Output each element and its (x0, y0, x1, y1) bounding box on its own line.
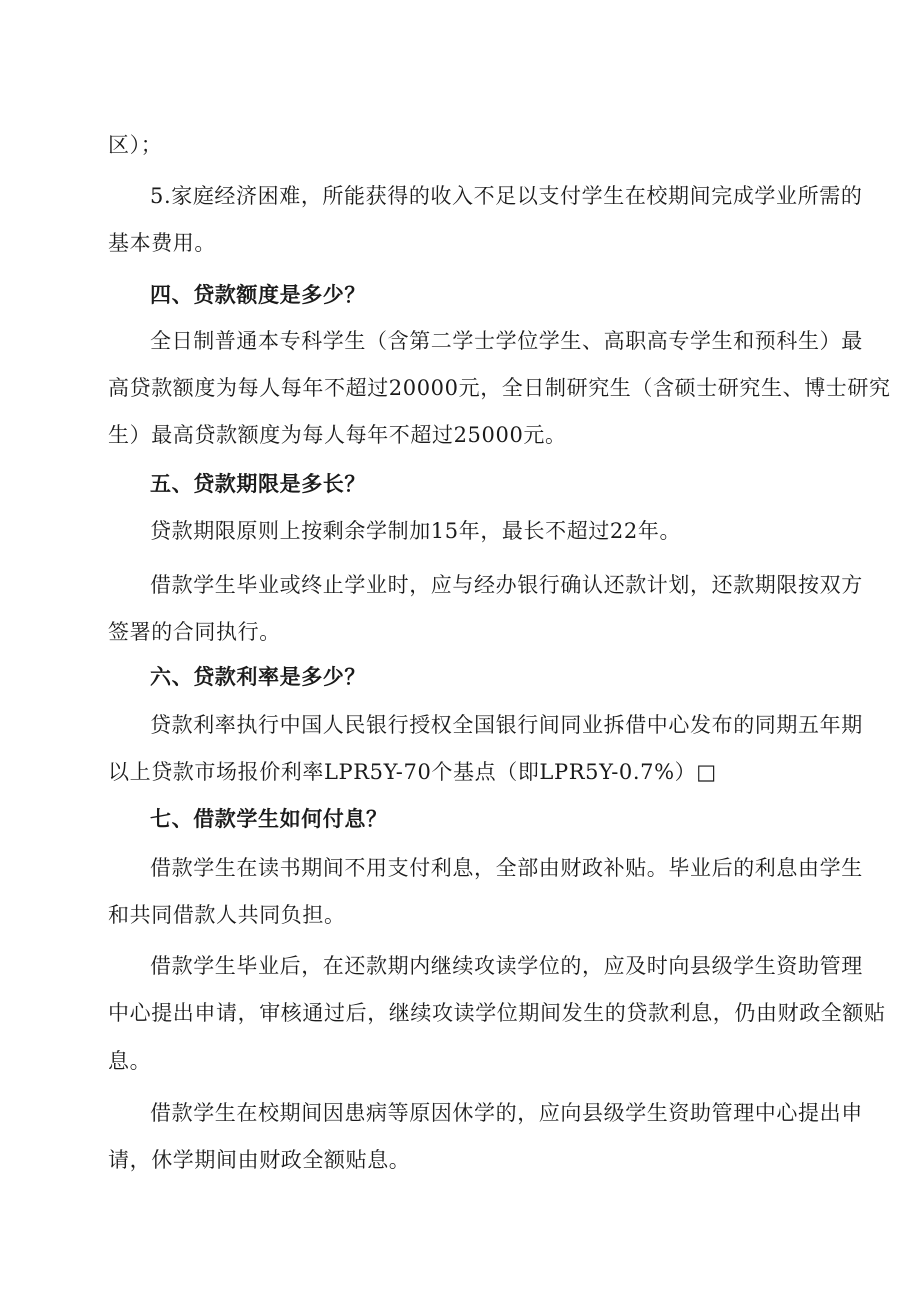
paragraph-line: 借款学生毕业后，在还款期内继续攻读学位的，应及时向县级学生资助管理 (150, 954, 863, 978)
list-item-5: 5.家庭经济困难，所能获得的收入不足以支付学生在校期间完成学业所需的 (150, 184, 863, 208)
paragraph-line: 签署的合同执行。 (108, 620, 281, 644)
paragraph-line: 贷款期限原则上按剩余学制加15年，最长不超过22年。 (150, 519, 682, 543)
paragraph-line: 全日制普通本专科学生（含第二学士学位学生、高职高专学生和预科生）最 (150, 329, 863, 353)
paragraph-line: 基本费用。 (108, 231, 216, 255)
paragraph-line: 借款学生在读书期间不用支付利息，全部由财政补贴。毕业后的利息由学生 (150, 856, 863, 880)
section-heading-5: 五、贷款期限是多长？ (150, 471, 366, 496)
section-heading-4: 四、贷款额度是多少？ (150, 282, 366, 307)
paragraph-line: 和共同借款人共同负担。 (108, 903, 346, 927)
paragraph-line: 区）； (108, 133, 163, 157)
paragraph-line: 借款学生毕业或终止学业时，应与经办银行确认还款计划，还款期限按双方 (150, 573, 863, 597)
section-heading-6: 六、贷款利率是多少？ (150, 664, 366, 689)
paragraph-line: 高贷款额度为每人每年不超过20000元，全日制研究生（含硕士研究生、博士研究 (108, 376, 891, 400)
paragraph-line: 息。 (108, 1049, 152, 1073)
paragraph-line: 生）最高贷款额度为每人每年不超过25000元。 (108, 423, 567, 447)
paragraph-line: 以上贷款市场报价利率LPR5Y-70个基点（即LPR5Y-0.7%）□ (108, 760, 717, 784)
section-heading-7: 七、借款学生如何付息？ (150, 806, 388, 831)
paragraph-line: 贷款利率执行中国人民银行授权全国银行间同业拆借中心发布的同期五年期 (150, 713, 863, 737)
paragraph-line: 中心提出申请，审核通过后，继续攻读学位期间发生的贷款利息，仍由财政全额贴 (108, 1001, 886, 1025)
paragraph-line: 借款学生在校期间因患病等原因休学的，应向县级学生资助管理中心提出申 (150, 1101, 863, 1125)
paragraph-line: 请，休学期间由财政全额贴息。 (108, 1148, 411, 1172)
